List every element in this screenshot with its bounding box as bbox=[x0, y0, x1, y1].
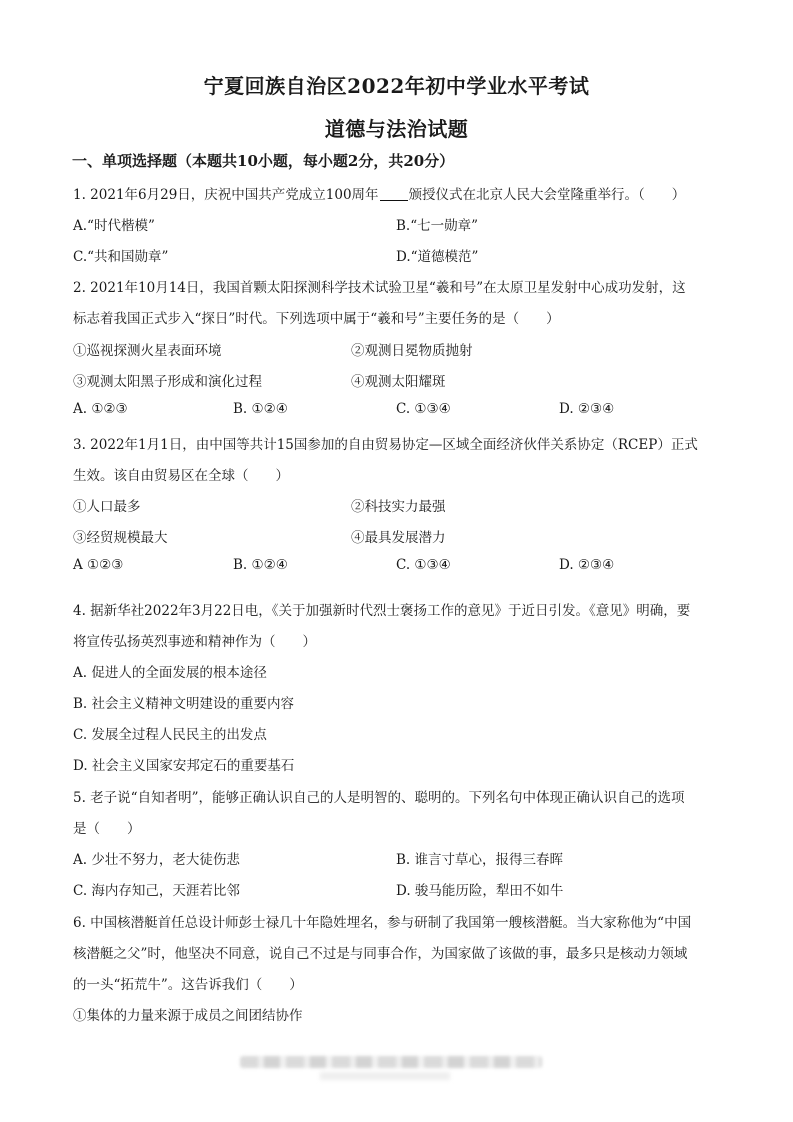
q2-option-d: D. ②③④ bbox=[559, 401, 615, 417]
q5-option-c: C. 海内存知己，天涯若比邻 bbox=[73, 883, 240, 899]
q6-stem-line2: 核潜艇之父”时，他坚决不同意，说自己不过是与同事合作，为国家做了该做的事，最多只是核动力领域 bbox=[73, 946, 688, 962]
q2-statement-1: ①巡视探测火星表面环境 bbox=[73, 343, 222, 359]
q1-option-c: C.“共和国勋章” bbox=[73, 249, 169, 265]
q2-statement-2: ②观测日冕物质抛射 bbox=[351, 343, 473, 359]
q5-option-b: B. 谁言寸草心，报得三春晖 bbox=[396, 852, 564, 868]
q1-option-d: D.“道德模范” bbox=[396, 249, 479, 265]
q4-option-c: C. 发展全过程人民民主的出发点 bbox=[73, 727, 267, 743]
q1-option-b: B.“七一勋章” bbox=[396, 218, 479, 234]
q4-option-d: D. 社会主义国家安邦定石的重要基石 bbox=[73, 758, 295, 774]
q4-option-a: A. 促进人的全面发展的根本途径 bbox=[73, 665, 267, 681]
blurred-footer-watermark-sub bbox=[320, 1072, 450, 1080]
q3-stem-line2: 生效。该自由贸易区在全球（ ） bbox=[73, 468, 289, 484]
q1-blank bbox=[380, 186, 408, 201]
q6-stem-line3: 的一头“拓荒牛”。这告诉我们（ ） bbox=[73, 977, 303, 993]
q6-statement-1: ①集体的力量来源于成员之间团结协作 bbox=[73, 1008, 303, 1024]
q3-option-d: D. ②③④ bbox=[559, 557, 615, 573]
q3-option-a: A ①②③ bbox=[73, 557, 124, 573]
section-heading: 一、单项选择题（本题共10小题，每小题2分，共20分） bbox=[72, 152, 455, 170]
q2-stem-line1: 2. 2021年10月14日，我国首颗太阳探测科学技术试验卫星“羲和号”在太原卫星发射中心成功发射，这 bbox=[73, 280, 686, 296]
q2-option-c: C. ①③④ bbox=[396, 401, 451, 417]
q1-stem-part1: 1. 2021年6月29日，庆祝中国共产党成立100周年 bbox=[73, 187, 379, 203]
q5-option-d: D. 骏马能历险，犁田不如牛 bbox=[396, 883, 564, 899]
q2-option-b: B. ①②④ bbox=[233, 401, 288, 417]
exam-subtitle: 道德与法治试题 bbox=[324, 117, 469, 141]
q4-option-b: B. 社会主义精神文明建设的重要内容 bbox=[73, 696, 295, 712]
q3-option-c: C. ①③④ bbox=[396, 557, 451, 573]
q2-statement-3: ③观测太阳黑子形成和演化过程 bbox=[73, 374, 262, 390]
q2-statement-4: ④观测太阳耀斑 bbox=[351, 374, 446, 390]
q4-stem-line1: 4. 据新华社2022年3月22日电，《关于加强新时代烈士褒扬工作的意见》于近日引发。《意见》明确，要 bbox=[73, 603, 691, 619]
q1-stem-part2: 颁授仪式在北京人民大会堂隆重举行。（ ） bbox=[408, 187, 686, 203]
q6-stem-line1: 6. 中国核潜艇首任总设计师彭士禄几十年隐姓埋名，参与研制了我国第一艘核潜艇。当大家称他为“中国 bbox=[73, 915, 692, 931]
q4-stem-line2: 将宣传弘扬英烈事迹和精神作为（ ） bbox=[73, 634, 316, 650]
q3-statement-1: ①人口最多 bbox=[73, 499, 141, 515]
q3-option-b: B. ①②④ bbox=[233, 557, 288, 573]
q5-stem-line1: 5. 老子说“自知者明”，能够正确认识自己的人是明智的、聪明的。下列名句中体现正确认识自己的选项 bbox=[73, 790, 685, 806]
exam-title: 宁夏回族自治区2022年初中学业水平考试 bbox=[203, 74, 590, 98]
q5-option-a: A. 少壮不努力，老大徒伤悲 bbox=[73, 852, 240, 868]
q3-stem-line1: 3. 2022年1月1日，由中国等共计15国参加的自由贸易协定—区域全面经济伙伴关系协定（RCEP）正式 bbox=[73, 437, 698, 453]
q3-statement-4: ④最具发展潜力 bbox=[351, 530, 446, 546]
q3-statement-2: ②科技实力最强 bbox=[351, 499, 446, 515]
q1-option-a: A.“时代楷模” bbox=[73, 218, 155, 234]
q3-statement-3: ③经贸规模最大 bbox=[73, 530, 168, 546]
q5-stem-line2: 是（ ） bbox=[73, 821, 141, 837]
blurred-footer-watermark bbox=[240, 1056, 542, 1068]
q1-stem bbox=[73, 183, 685, 203]
q2-option-a: A. ①②③ bbox=[73, 401, 128, 417]
q2-stem-line2: 标志着我国正式步入“探日”时代。下列选项中属于“羲和号”主要任务的是（ ） bbox=[73, 311, 560, 327]
